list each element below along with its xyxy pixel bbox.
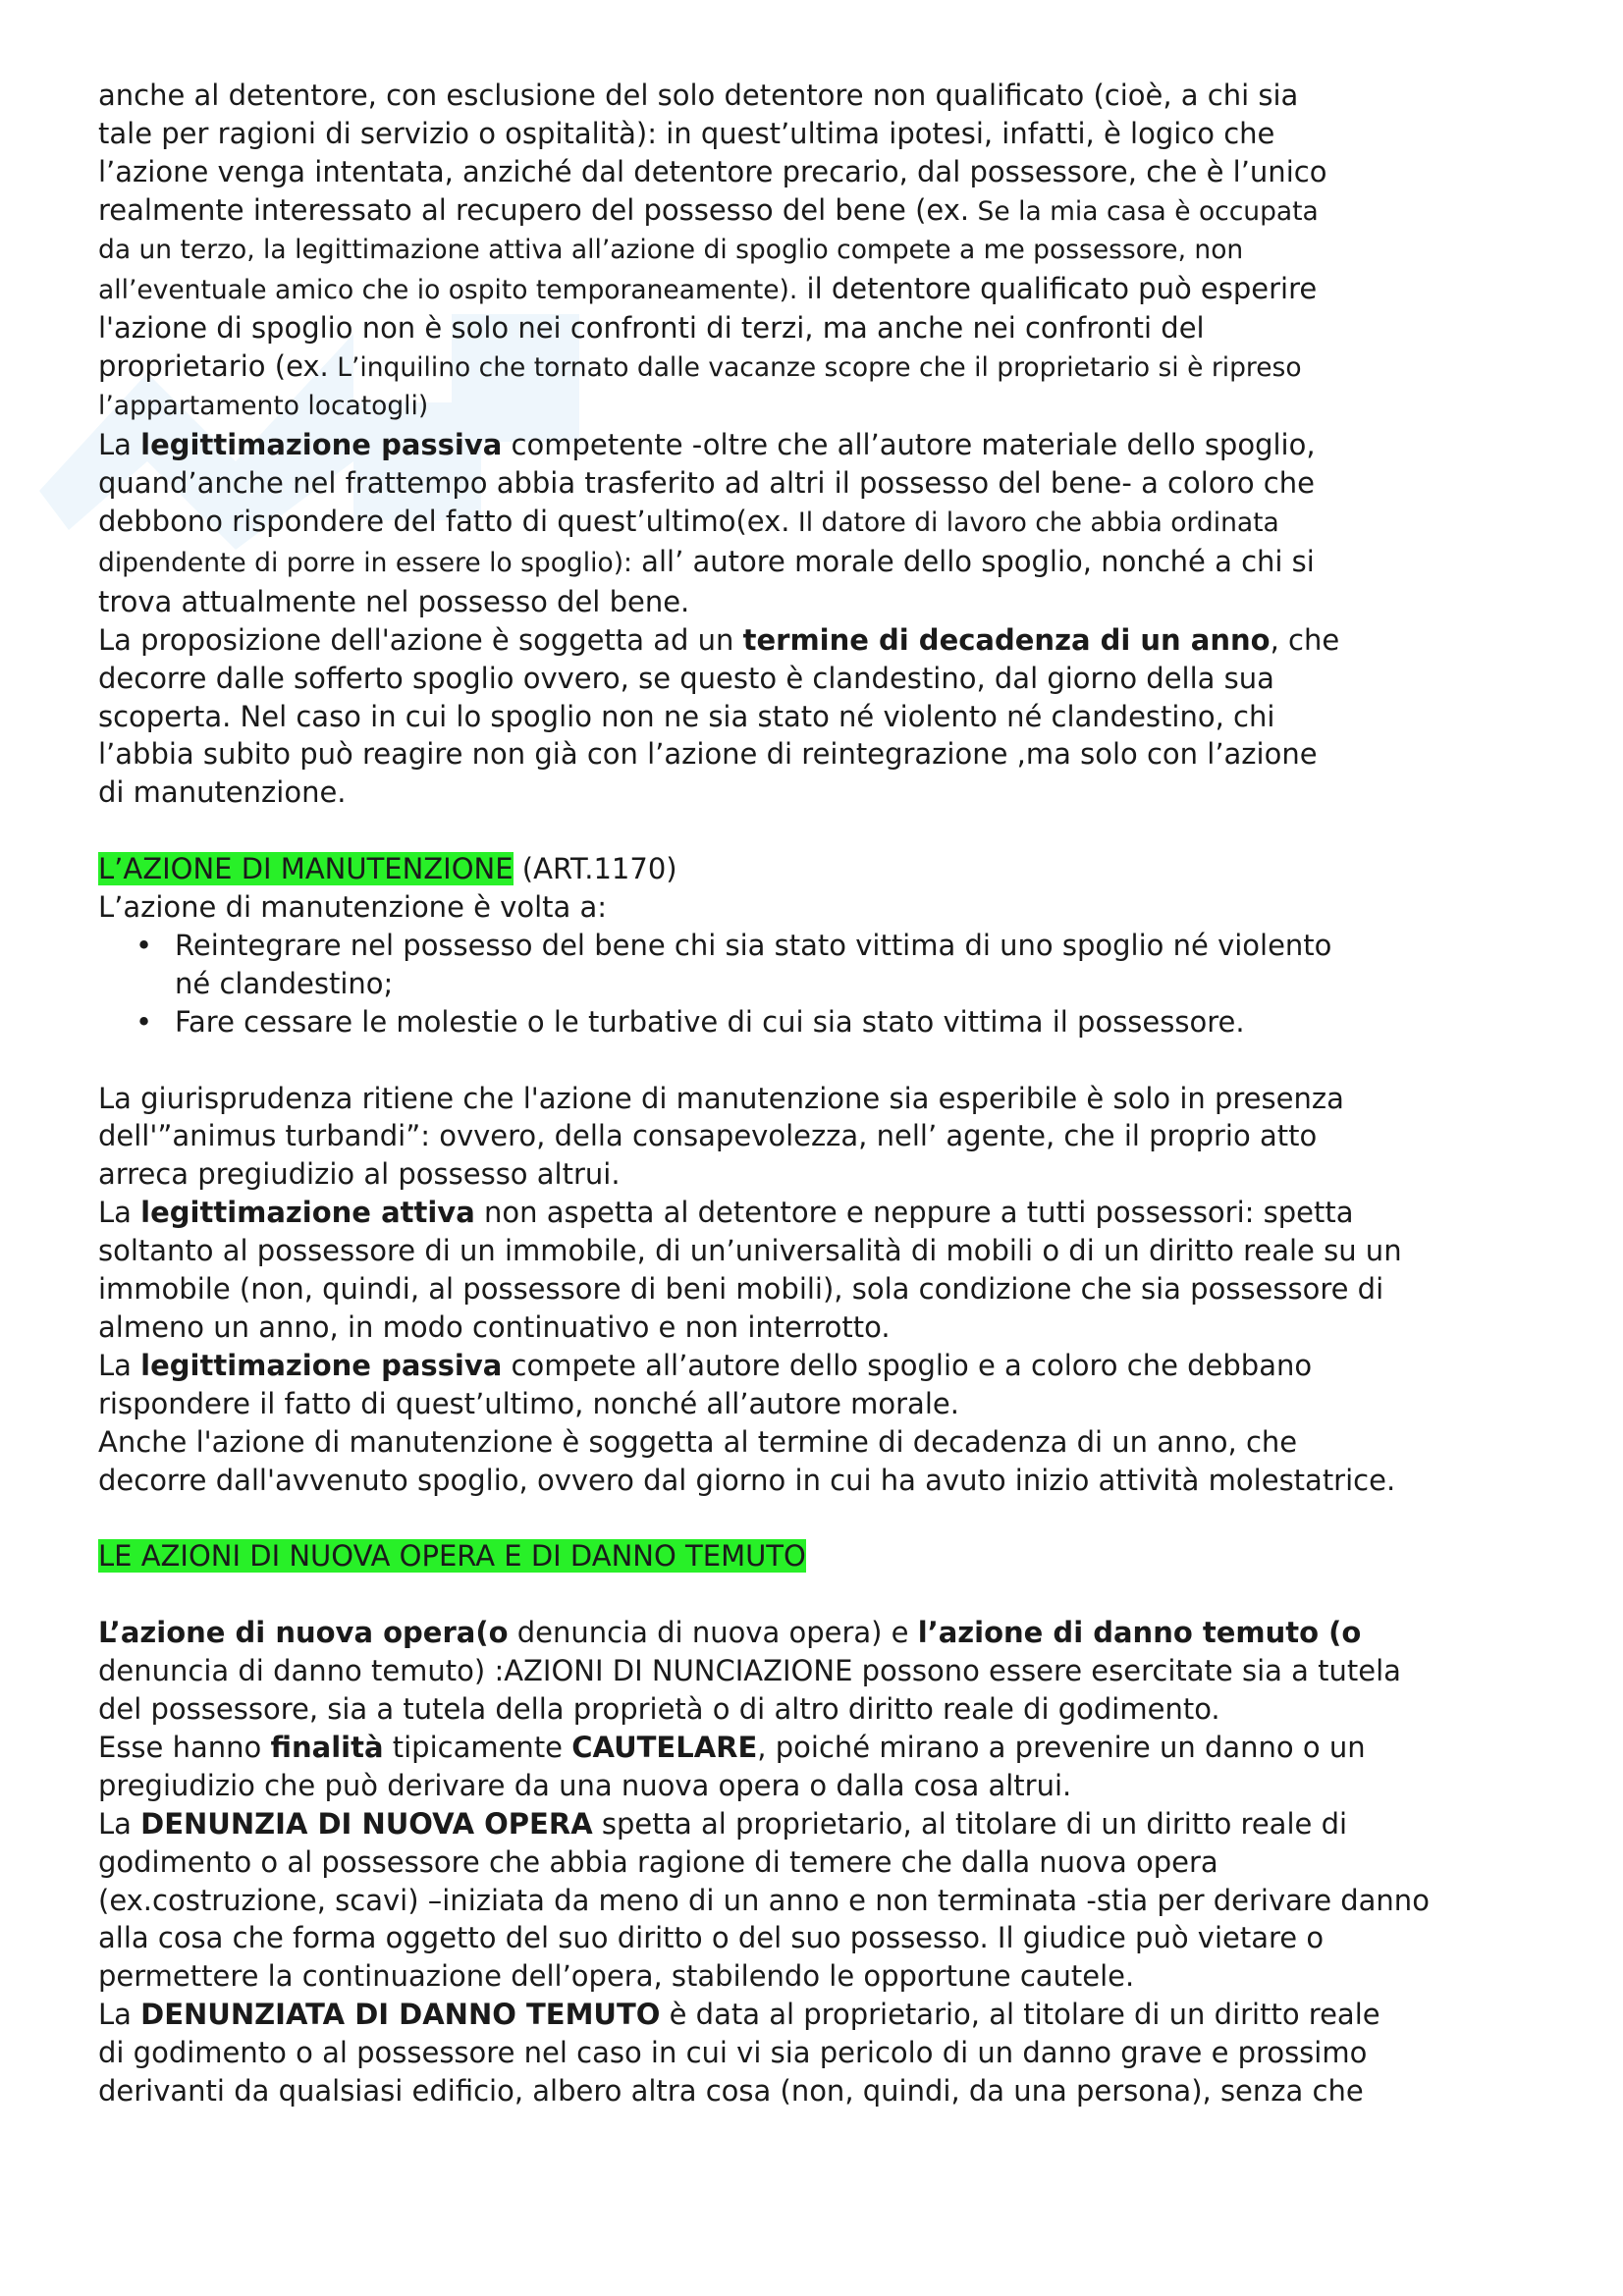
- text-line: (ex.costruzione, scavi) –iniziata da meno di un anno e non terminata -stia per derivare danno: [98, 1883, 1430, 1917]
- text-span: La: [98, 1806, 141, 1841]
- example-text: L’inquilino che tornato dalle vacanze scopre che il proprietario si è ripreso: [328, 352, 1302, 384]
- text-line: permettere la continuazione dell’opera, stabilendo le opportune cautele.: [98, 1959, 1135, 1994]
- text-line: [98, 191, 1605, 232]
- text-line: di manutenzione.: [98, 775, 347, 810]
- text-span: La: [98, 1998, 141, 2032]
- highlighted-heading: L’AZIONE DI MANUTENZIONE: [98, 852, 514, 886]
- bold-term: legittimazione passiva: [140, 428, 503, 462]
- text-span: denuncia di nuova opera) e: [508, 1616, 918, 1650]
- section-azione-manutenzione: [98, 850, 1605, 1499]
- text-line: almeno un anno, in modo continuativo e non interrotto.: [98, 1309, 891, 1344]
- bold-term: termine di decadenza di un anno: [742, 622, 1271, 657]
- text-span: La proposizione dell'azione è soggetta ad un: [98, 622, 743, 657]
- text-line: [98, 503, 1605, 543]
- text-line: alla cosa che forma oggetto del suo diritto o del suo possesso. Il giudice può vietare o: [98, 1921, 1325, 1955]
- bullet-icon: •: [135, 1004, 153, 1039]
- example-text: Il datore di lavoro che abbia ordinata: [789, 507, 1279, 538]
- example-text: all’eventuale amico che io ospito temporaneamente).: [98, 274, 798, 305]
- text-line: l'azione di spoglio non è solo nei confronti di terzi, ma anche nei confronti del: [98, 311, 1205, 346]
- text-line: del possessore, sia a tutela della proprietà o di altro diritto reale di godimento.: [98, 1692, 1220, 1726]
- bullet-icon: •: [135, 928, 153, 962]
- text-line: L’azione di manutenzione è volta a:: [98, 890, 608, 925]
- bold-term: legittimazione passiva: [140, 1348, 503, 1382]
- paragraph-detentore: [98, 77, 1605, 426]
- highlighted-heading: LE AZIONI DI NUOVA OPERA E DI DANNO TEMUTO: [98, 1539, 806, 1574]
- paragraph-legittimazione-passiva-spoglio: [98, 426, 1605, 621]
- example-line: l’appartamento locatogli): [98, 391, 429, 422]
- text-line: dell'”animus turbandi”: ovvero, della consapevolezza, nell’ agente, che il proprio atto: [98, 1119, 1318, 1153]
- text-span: proprietario (ex.: [98, 349, 329, 384]
- text-line: [98, 270, 1605, 310]
- text-line: [98, 1347, 1605, 1385]
- text-line: scoperta. Nel caso in cui lo spoglio non ne sia stato né violento né clandestino, chi: [98, 699, 1275, 733]
- example-text: Se la mia casa è occupata: [969, 195, 1319, 227]
- text-line: [98, 347, 1605, 388]
- bold-term: legittimazione attiva: [140, 1196, 475, 1230]
- list-item: [98, 927, 1605, 1003]
- bold-term: CAUTELARE: [571, 1730, 758, 1764]
- text-span: il detentore qualificato può esperire: [797, 271, 1318, 305]
- text-line: pregiudizio che può derivare da una nuova opera o dalla cosa altrui.: [98, 1768, 1072, 1802]
- text-span: non aspetta al detentore e neppure a tutti possessori: spetta: [474, 1196, 1354, 1230]
- bold-term: L’azione di nuova opera(o: [98, 1616, 509, 1650]
- text-line: [98, 543, 1605, 583]
- text-line: l’abbia subito può reagire non già con l’azione di reintegrazione ,ma solo con l’azione: [98, 737, 1318, 772]
- bullet-list: [98, 927, 1605, 1041]
- text-line: rispondere il fatto di quest’ultimo, nonché all’autore morale.: [98, 1386, 959, 1420]
- text-line: [98, 1614, 1605, 1652]
- section-azioni-nunciazione: [98, 1537, 1605, 2110]
- list-item-text: Reintegrare nel possesso del bene chi sia stato vittima di uno spoglio né violento: [175, 928, 1332, 962]
- list-item-text: Fare cessare le molestie o le turbative di cui sia stato vittima il possessore.: [175, 1004, 1245, 1039]
- text-line: [98, 1194, 1605, 1232]
- text-line: decorre dall'avvenuto spoglio, ovvero dal giorno in cui ha avuto inizio attività molestatrice.: [98, 1463, 1396, 1497]
- text-line: trova attualmente nel possesso del bene.: [98, 584, 690, 618]
- section-heading: [98, 1537, 1605, 1575]
- text-span: all’ autore morale dello spoglio, nonché a chi si: [631, 544, 1315, 578]
- text-line: [98, 426, 1605, 464]
- text-span: La: [98, 1196, 141, 1230]
- bold-term: l’azione di danno temuto (o: [917, 1616, 1362, 1650]
- text-span: La: [98, 428, 141, 462]
- text-line: quand’anche nel frattempo abbia trasferito ad altri il possesso del bene- a coloro che: [98, 466, 1315, 501]
- blank-line: [98, 1041, 1605, 1080]
- list-item: [98, 1003, 1605, 1041]
- text-line: l’azione venga intentata, anziché dal detentore precario, dal possessore, che è l’unico: [98, 154, 1327, 188]
- bold-term: DENUNZIATA DI DANNO TEMUTO: [140, 1998, 661, 2032]
- text-span: è data al proprietario, al titolare di un diritto reale: [660, 1998, 1380, 2032]
- text-span: , poiché mirano a prevenire un danno o un: [757, 1730, 1366, 1764]
- example-line: da un terzo, la legittimazione attiva all’azione di spoglio compete a me possessore, non: [98, 234, 1244, 265]
- text-span: La: [98, 1348, 141, 1382]
- blank-line: [98, 1575, 1605, 1614]
- text-line: godimento o al possessore che abbia ragione di temere che dalla nuova opera: [98, 1844, 1218, 1879]
- text-span: tipicamente: [383, 1730, 572, 1764]
- text-line: derivanti da qualsiasi edificio, albero altra cosa (non, quindi, da una persona), senza che: [98, 2074, 1364, 2109]
- text-line: Anche l'azione di manutenzione è soggetta al termine di decadenza di un anno, che: [98, 1424, 1298, 1459]
- text-span: debbono rispondere del fatto di quest’ultimo(ex.: [98, 504, 790, 538]
- text-line: anche al detentore, con esclusione del solo detentore non qualificato (cioè, a chi sia: [98, 79, 1299, 112]
- text-span: , che: [1270, 622, 1340, 657]
- bold-term: finalità: [270, 1730, 384, 1764]
- text-span: spetta al proprietario, al titolare di un diritto reale di: [592, 1806, 1348, 1841]
- bold-term: DENUNZIA DI NUOVA OPERA: [140, 1806, 593, 1841]
- blank-line: [98, 812, 1605, 850]
- text-line: [98, 1805, 1605, 1843]
- text-span: realmente interessato al recupero del possesso del bene (ex.: [98, 192, 970, 227]
- text-span: competente -oltre che all’autore materiale dello spoglio,: [502, 428, 1316, 462]
- text-line: La giurisprudenza ritiene che l'azione di manutenzione sia esperibile è solo in presenza: [98, 1081, 1344, 1115]
- text-span: compete all’autore dello spoglio e a coloro che debbano: [502, 1348, 1313, 1382]
- list-item-text: né clandestino;: [175, 966, 394, 1000]
- text-line: [98, 621, 1605, 660]
- document-body: [98, 77, 1605, 2110]
- text-line: tale per ragioni di servizio o ospitalità): in quest’ultima ipotesi, infatti, è logico che: [98, 116, 1275, 150]
- text-span: Esse hanno: [98, 1730, 271, 1764]
- text-line: decorre dalle sofferto spoglio ovvero, se questo è clandestino, dal giorno della sua: [98, 661, 1274, 695]
- text-line: immobile (non, quindi, al possessore di beni mobili), sola condizione che sia possessore di: [98, 1272, 1384, 1307]
- text-line: [98, 1996, 1605, 2034]
- text-line: arreca pregiudizio al possesso altrui.: [98, 1157, 621, 1192]
- section-heading: [98, 850, 1605, 888]
- text-line: soltanto al possessore di un immobile, di un’universalità di mobili o di un diritto reale su un: [98, 1234, 1402, 1268]
- blank-line: [98, 1500, 1605, 1538]
- heading-article: (ART.1170): [513, 852, 677, 886]
- paragraph-termine-decadenza: [98, 621, 1605, 813]
- example-text: dipendente di porre in essere lo spoglio):: [98, 547, 632, 578]
- text-line: di godimento o al possessore nel caso in cui vi sia pericolo di un danno grave e prossimo: [98, 2036, 1368, 2070]
- text-line: denuncia di danno temuto) :AZIONI DI NUNCIAZIONE possono essere esercitate sia a tutela: [98, 1654, 1401, 1688]
- text-line: [98, 1729, 1605, 1767]
